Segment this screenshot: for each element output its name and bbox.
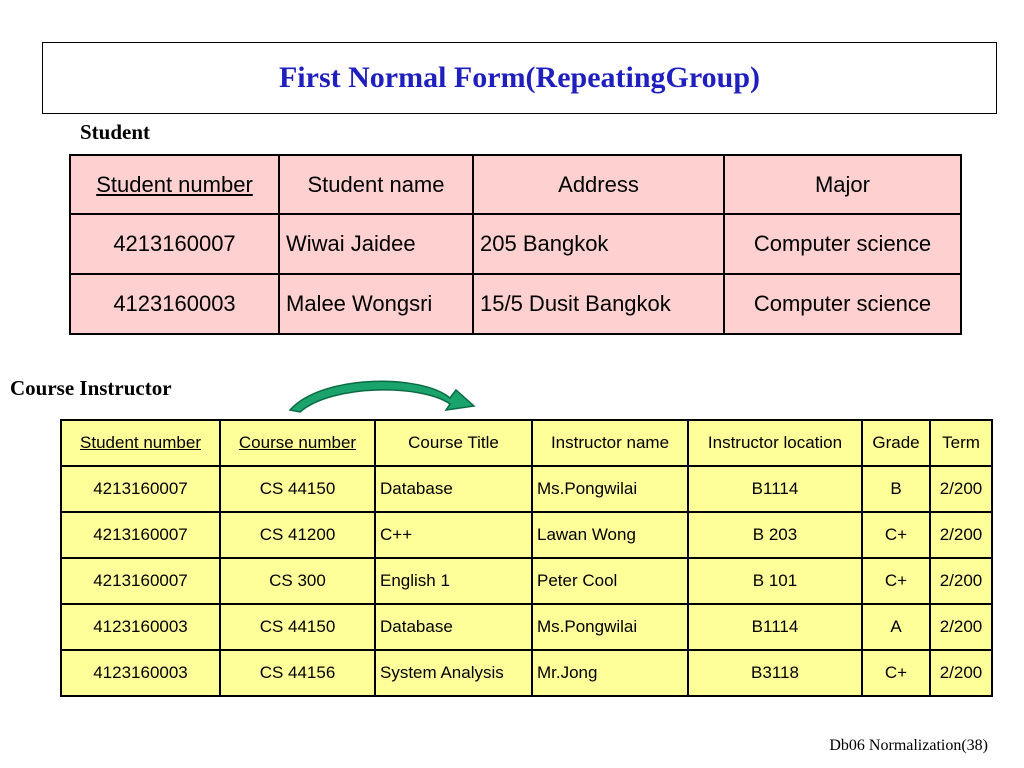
header-cell: Grade bbox=[862, 420, 930, 466]
table-cell: 4213160007 bbox=[61, 512, 220, 558]
table-cell: Peter Cool bbox=[532, 558, 688, 604]
student-table-label: Student bbox=[80, 120, 151, 144]
table-cell: B1114 bbox=[688, 466, 862, 512]
table-row bbox=[61, 512, 992, 558]
header-cell: Term bbox=[930, 420, 992, 466]
table-cell: 4213160007 bbox=[61, 558, 220, 604]
slide-footer: Db06 Normalization(38) bbox=[829, 737, 988, 754]
table-cell: Computer science bbox=[724, 274, 961, 334]
table-cell: Lawan Wong bbox=[532, 512, 688, 558]
table-cell: English 1 bbox=[375, 558, 532, 604]
student-table bbox=[69, 154, 962, 335]
table-cell: C+ bbox=[862, 650, 930, 696]
header-cell: Instructor name bbox=[532, 420, 688, 466]
table-cell: C++ bbox=[375, 512, 532, 558]
table-row bbox=[61, 650, 992, 696]
title-box bbox=[42, 42, 997, 114]
table-cell: A bbox=[862, 604, 930, 650]
table-cell: Database bbox=[375, 604, 532, 650]
table-cell: Malee Wongsri bbox=[279, 274, 473, 334]
course-table bbox=[60, 419, 993, 697]
table-cell: 205 Bangkok bbox=[473, 214, 724, 274]
table-cell: C+ bbox=[862, 512, 930, 558]
curved-arrow-icon bbox=[282, 378, 478, 414]
table-cell: Database bbox=[375, 466, 532, 512]
table-cell: B 203 bbox=[688, 512, 862, 558]
table-row bbox=[70, 214, 961, 274]
table-cell: 4123160003 bbox=[70, 274, 279, 334]
table-cell: System Analysis bbox=[375, 650, 532, 696]
table-cell: 2/200 bbox=[930, 604, 992, 650]
table-cell: Ms.Pongwilai bbox=[532, 466, 688, 512]
table-cell: CS 300 bbox=[220, 558, 375, 604]
table-cell: 4123160003 bbox=[61, 604, 220, 650]
table-cell: 4213160007 bbox=[61, 466, 220, 512]
header-cell: Instructor location bbox=[688, 420, 862, 466]
table-cell: Wiwai Jaidee bbox=[279, 214, 473, 274]
table-cell: CS 41200 bbox=[220, 512, 375, 558]
table-cell: CS 44150 bbox=[220, 604, 375, 650]
table-cell: 2/200 bbox=[930, 558, 992, 604]
header-cell: Student name bbox=[279, 155, 473, 214]
table-cell: 15/5 Dusit Bangkok bbox=[473, 274, 724, 334]
table-cell: 2/200 bbox=[930, 466, 992, 512]
table-header-row bbox=[61, 420, 992, 466]
header-cell: Student number bbox=[70, 155, 279, 214]
table-cell: 2/200 bbox=[930, 650, 992, 696]
table-cell: 4213160007 bbox=[70, 214, 279, 274]
table-row bbox=[61, 466, 992, 512]
header-cell: Address bbox=[473, 155, 724, 214]
header-cell: Course number bbox=[220, 420, 375, 466]
table-cell: CS 44150 bbox=[220, 466, 375, 512]
table-cell: 2/200 bbox=[930, 512, 992, 558]
table-row bbox=[61, 604, 992, 650]
table-cell: Ms.Pongwilai bbox=[532, 604, 688, 650]
table-cell: B1114 bbox=[688, 604, 862, 650]
table-cell: B3118 bbox=[688, 650, 862, 696]
course-table-label: Course Instructor bbox=[10, 376, 172, 400]
page-title: First Normal Form(RepeatingGroup) bbox=[278, 61, 761, 94]
table-cell: B bbox=[862, 466, 930, 512]
table-cell: CS 44156 bbox=[220, 650, 375, 696]
table-cell: 4123160003 bbox=[61, 650, 220, 696]
table-cell: C+ bbox=[862, 558, 930, 604]
table-cell: B 101 bbox=[688, 558, 862, 604]
header-cell: Student number bbox=[61, 420, 220, 466]
table-row bbox=[70, 274, 961, 334]
table-row bbox=[61, 558, 992, 604]
table-cell: Mr.Jong bbox=[532, 650, 688, 696]
header-cell: Major bbox=[724, 155, 961, 214]
table-cell: Computer science bbox=[724, 214, 961, 274]
table-header-row bbox=[70, 155, 961, 214]
header-cell: Course Title bbox=[375, 420, 532, 466]
